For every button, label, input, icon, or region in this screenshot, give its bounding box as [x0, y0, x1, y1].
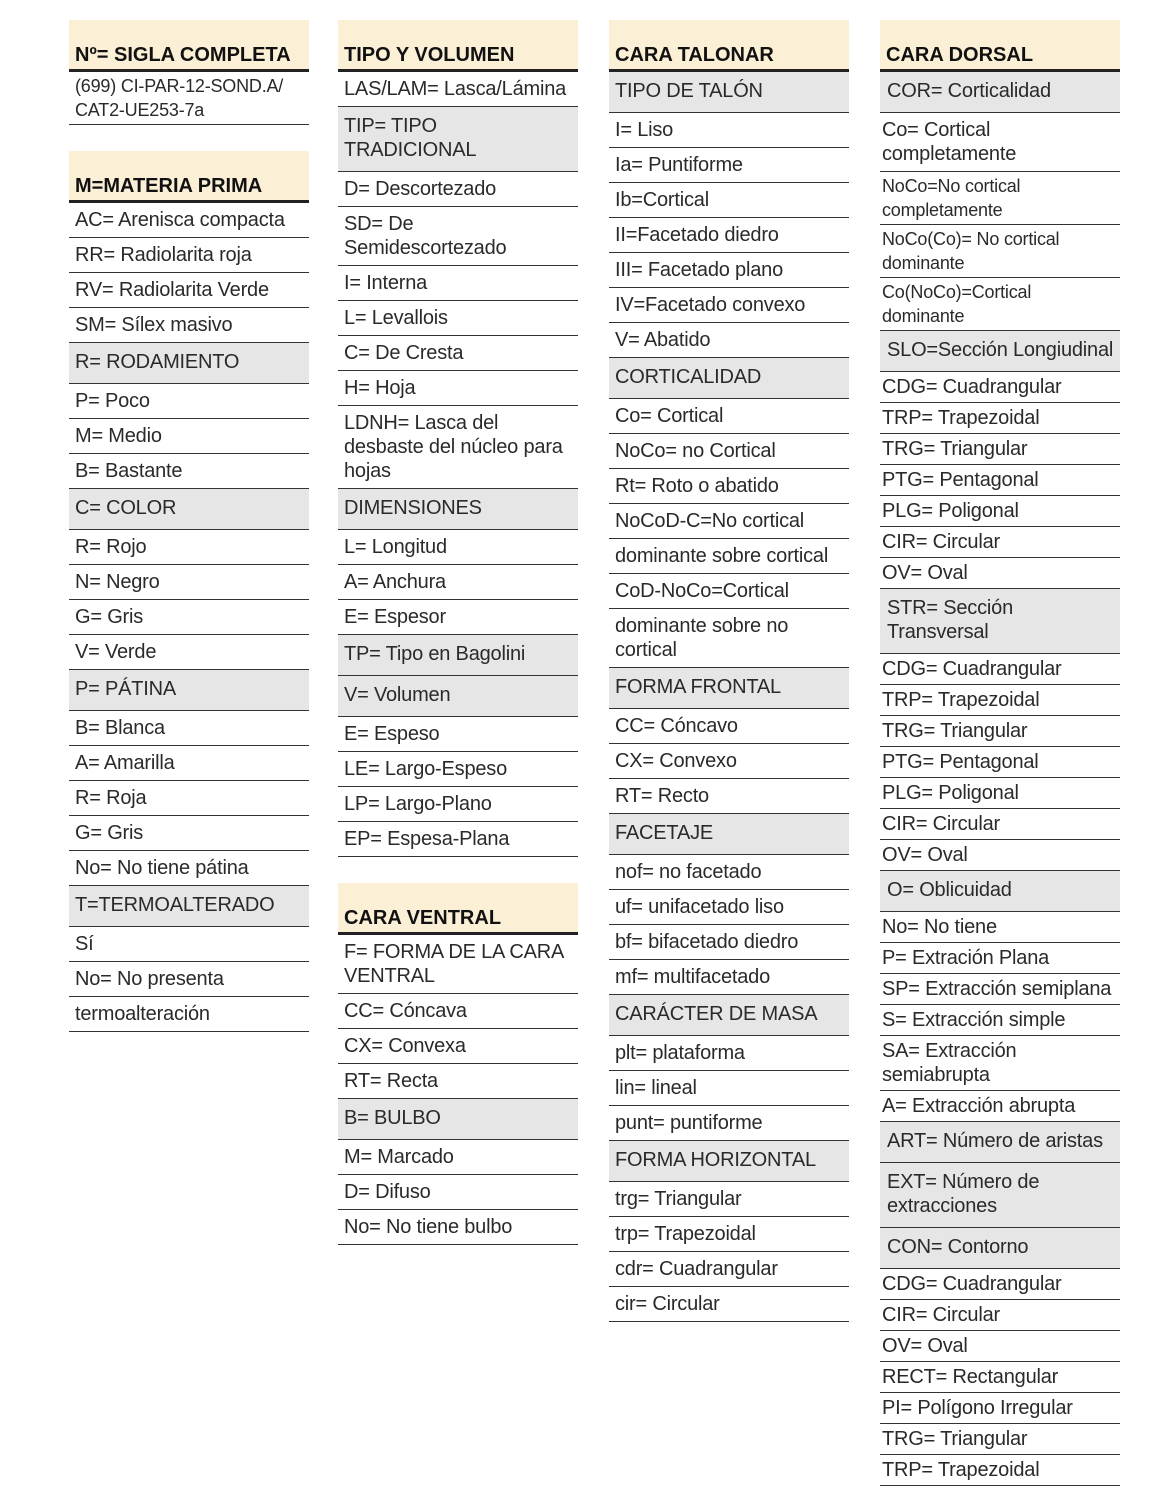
- ventral-rows: [338, 935, 578, 1245]
- table-row: trp= Trapezoidal: [609, 1217, 849, 1252]
- table-row: LP= Largo-Plano: [338, 787, 578, 822]
- table-row: No= No tiene pátina: [69, 851, 309, 886]
- table-row: cdr= Cuadrangular: [609, 1252, 849, 1287]
- section-header: CARA VENTRAL: [338, 883, 578, 935]
- table-row: TRG= Triangular: [880, 716, 1120, 747]
- table-row: dominante sobre cortical: [609, 539, 849, 574]
- sigla-line-1: (699) CI-PAR-12-SOND.A/: [75, 76, 284, 96]
- table-row: OV= Oval: [880, 558, 1120, 589]
- subsection-header: TIP= TIPO TRADICIONAL: [338, 107, 578, 172]
- subsection-header: FORMA FRONTAL: [609, 668, 849, 709]
- subsection-header: TIPO DE TALÓN: [609, 72, 849, 113]
- section-header: Nº= SIGLA COMPLETA: [69, 20, 309, 72]
- table-row: P= Extración Plana: [880, 943, 1120, 974]
- table-row: SD= De Semidescortezado: [338, 207, 578, 266]
- table-row: RECT= Rectangular: [880, 1362, 1120, 1393]
- table-row: R= Rojo: [69, 530, 309, 565]
- table-row: uf= unifacetado liso: [609, 890, 849, 925]
- sigla-value: [69, 72, 309, 125]
- table-row: A= Amarilla: [69, 746, 309, 781]
- tipo-rows: [338, 72, 578, 857]
- table-row: E= Espeso: [338, 717, 578, 752]
- column-4: [880, 20, 1120, 1512]
- table-row: mf= multifacetado: [609, 960, 849, 995]
- table-row: AC= Arenisca compacta: [69, 203, 309, 238]
- table-row: LE= Largo-Espeso: [338, 752, 578, 787]
- subsection-header: TP= Tipo en Bagolini: [338, 635, 578, 676]
- table-row: P= Poco: [69, 384, 309, 419]
- table-row: PI= Polígono Irregular: [880, 1393, 1120, 1424]
- table-row: CC= Cóncava: [338, 994, 578, 1029]
- column-3: [609, 20, 849, 1348]
- table-row: No= No presenta: [69, 962, 309, 997]
- table-row: N= Negro: [69, 565, 309, 600]
- table-row: OV= Oval: [880, 840, 1120, 871]
- table-row: punt= puntiforme: [609, 1106, 849, 1141]
- table-row: A= Anchura: [338, 565, 578, 600]
- subsection-header: T=TERMOALTERADO: [69, 886, 309, 927]
- table-row: B= Bastante: [69, 454, 309, 489]
- table-row: CX= Convexo: [609, 744, 849, 779]
- table-row: No= No tiene: [880, 912, 1120, 943]
- table-row: TRP= Trapezoidal: [880, 403, 1120, 434]
- table-row: RV= Radiolarita Verde: [69, 273, 309, 308]
- subsection-header: COR= Corticalidad: [880, 72, 1120, 113]
- subsection-header: CARÁCTER DE MASA: [609, 995, 849, 1036]
- table-row: No= No tiene bulbo: [338, 1210, 578, 1245]
- table-row: V= Abatido: [609, 323, 849, 358]
- table-row: II=Facetado diedro: [609, 218, 849, 253]
- table-row: D= Difuso: [338, 1175, 578, 1210]
- table-row: R= Roja: [69, 781, 309, 816]
- dorsal-rows: [880, 72, 1120, 1486]
- table-row: LAS/LAM= Lasca/Lámina: [338, 72, 578, 107]
- column-2: [338, 20, 578, 1271]
- table-row: Ia= Puntiforme: [609, 148, 849, 183]
- table-row: NoCo(Co)= No cortical dominante: [880, 225, 1120, 278]
- tipo-block: [338, 20, 578, 857]
- subsection-header: CORTICALIDAD: [609, 358, 849, 399]
- section-header: M=MATERIA PRIMA: [69, 151, 309, 203]
- subsection-header: STR= Sección Transversal: [880, 589, 1120, 654]
- table-row: TRP= Trapezoidal: [880, 1455, 1120, 1486]
- table-row: Co= Cortical completamente: [880, 113, 1120, 172]
- subsection-header: O= Oblicuidad: [880, 871, 1120, 912]
- table-row: E= Espesor: [338, 600, 578, 635]
- subsection-header: B= BULBO: [338, 1099, 578, 1140]
- table-row: CDG= Cuadrangular: [880, 654, 1120, 685]
- table-row: IV=Facetado convexo: [609, 288, 849, 323]
- table-row: F= FORMA DE LA CARA VENTRAL: [338, 935, 578, 994]
- table-row: nof= no facetado: [609, 855, 849, 890]
- table-row: CIR= Circular: [880, 527, 1120, 558]
- table-row: CDG= Cuadrangular: [880, 372, 1120, 403]
- table-row: M= Marcado: [338, 1140, 578, 1175]
- subsection-header: DIMENSIONES: [338, 489, 578, 530]
- sigla-line-2: CAT2-UE253-7a: [75, 100, 205, 120]
- table-row: LDNH= Lasca del desbaste del núcleo para hojas: [338, 406, 578, 489]
- table-row: Rt= Roto o abatido: [609, 469, 849, 504]
- table-row: dominante sobre no cortical: [609, 609, 849, 668]
- table-row: CIR= Circular: [880, 809, 1120, 840]
- table-row: I= Liso: [609, 113, 849, 148]
- section-header: CARA DORSAL: [880, 20, 1120, 72]
- table-row: NoCo= no Cortical: [609, 434, 849, 469]
- table-row: M= Medio: [69, 419, 309, 454]
- table-row: NoCo=No cortical completamente: [880, 172, 1120, 225]
- table-row: H= Hoja: [338, 371, 578, 406]
- table-row: Ib=Cortical: [609, 183, 849, 218]
- table-row: D= Descortezado: [338, 172, 578, 207]
- table-row: bf= bifacetado diedro: [609, 925, 849, 960]
- subsection-header: EXT= Número de extracciones: [880, 1163, 1120, 1228]
- subsection-header: V= Volumen: [338, 676, 578, 717]
- subsection-header: CON= Contorno: [880, 1228, 1120, 1269]
- subsection-header: P= PÁTINA: [69, 670, 309, 711]
- table-row: Sí: [69, 927, 309, 962]
- table-row: EP= Espesa-Plana: [338, 822, 578, 857]
- table-row: V= Verde: [69, 635, 309, 670]
- column-1: [69, 20, 309, 1058]
- table-row: RT= Recta: [338, 1064, 578, 1099]
- table-row: PLG= Poligonal: [880, 496, 1120, 527]
- sigla-block: [69, 20, 309, 125]
- table-row: RT= Recto: [609, 779, 849, 814]
- table-row: L= Longitud: [338, 530, 578, 565]
- subsection-header: C= COLOR: [69, 489, 309, 530]
- section-header: CARA TALONAR: [609, 20, 849, 72]
- materia-block: [69, 151, 309, 1032]
- table-row: L= Levallois: [338, 301, 578, 336]
- table-row: PTG= Pentagonal: [880, 465, 1120, 496]
- table-row: Co= Cortical: [609, 399, 849, 434]
- table-row: TRP= Trapezoidal: [880, 685, 1120, 716]
- table-row: III= Facetado plano: [609, 253, 849, 288]
- table-row: SP= Extracción semiplana: [880, 974, 1120, 1005]
- table-row: TRG= Triangular: [880, 1424, 1120, 1455]
- subsection-header: SLO=Sección Longiudinal: [880, 331, 1120, 372]
- dorsal-block: [880, 20, 1120, 1486]
- table-row: lin= lineal: [609, 1071, 849, 1106]
- table-row: SM= Sílex masivo: [69, 308, 309, 343]
- table-row: G= Gris: [69, 816, 309, 851]
- subsection-header: FACETAJE: [609, 814, 849, 855]
- subsection-header: R= RODAMIENTO: [69, 343, 309, 384]
- table-row: SA= Extracción semiabrupta: [880, 1036, 1120, 1091]
- table-row: PTG= Pentagonal: [880, 747, 1120, 778]
- table-row: NoCoD-C=No cortical: [609, 504, 849, 539]
- table-row: plt= plataforma: [609, 1036, 849, 1071]
- subsection-header: ART= Número de aristas: [880, 1122, 1120, 1163]
- table-row: C= De Cresta: [338, 336, 578, 371]
- talonar-block: [609, 20, 849, 1322]
- table-row: I= Interna: [338, 266, 578, 301]
- table-row: B= Blanca: [69, 711, 309, 746]
- table-row: trg= Triangular: [609, 1182, 849, 1217]
- table-row: TRG= Triangular: [880, 434, 1120, 465]
- table-row: G= Gris: [69, 600, 309, 635]
- table-row: termoalteración: [69, 997, 309, 1032]
- table-row: OV= Oval: [880, 1331, 1120, 1362]
- table-row: CDG= Cuadrangular: [880, 1269, 1120, 1300]
- table-row: Co(NoCo)=Cortical dominante: [880, 278, 1120, 331]
- table-row: RR= Radiolarita roja: [69, 238, 309, 273]
- table-row: CoD-NoCo=Cortical: [609, 574, 849, 609]
- ventral-block: [338, 883, 578, 1245]
- materia-rows: [69, 203, 309, 1032]
- table-row: A= Extracción abrupta: [880, 1091, 1120, 1122]
- table-row: PLG= Poligonal: [880, 778, 1120, 809]
- table-row: CC= Cóncavo: [609, 709, 849, 744]
- subsection-header: FORMA HORIZONTAL: [609, 1141, 849, 1182]
- talonar-rows: [609, 72, 849, 1322]
- table-row: CIR= Circular: [880, 1300, 1120, 1331]
- table-row: CX= Convexa: [338, 1029, 578, 1064]
- table-row: cir= Circular: [609, 1287, 849, 1322]
- table-row: S= Extracción simple: [880, 1005, 1120, 1036]
- section-header: TIPO Y VOLUMEN: [338, 20, 578, 72]
